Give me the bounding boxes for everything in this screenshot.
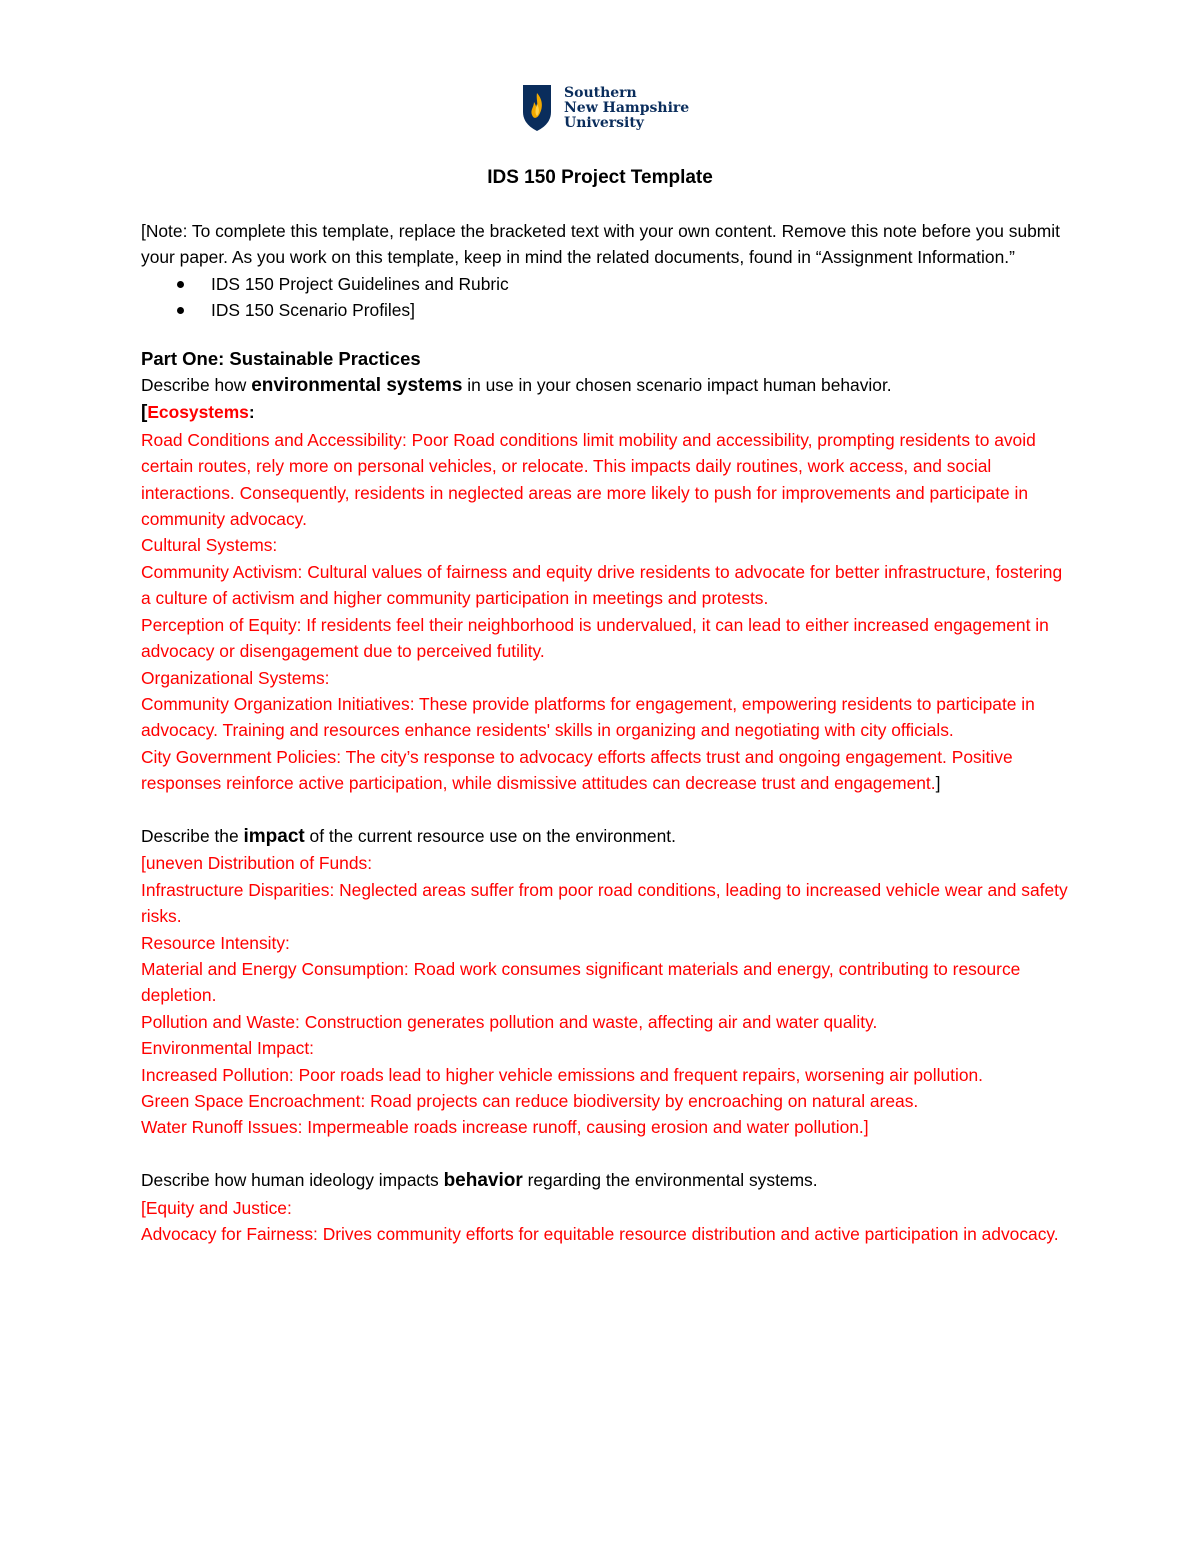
answer-line: Pollution and Waste: Construction generates pollution and waste, affecting air and water quality. [141,1011,878,1032]
note-bullet: IDS 150 Project Guidelines and Rubric [141,271,1071,297]
logo-line-1: Southern [564,84,637,101]
answer-text: City Government Policies: The city’s response to advocacy efforts affects trust and ongoing engagement. Positive responses reinforce active participation, while dismissive attitudes can decrease trust and engagement. [141,746,1013,794]
question-text: regarding the environmental systems. [522,1170,818,1191]
page-title: IDS 150 Project Template [487,167,713,188]
question-emphasis: behavior [443,1170,523,1192]
shield-flame-icon [522,84,552,132]
answer-line: Perception of Equity: If residents feel their neighborhood is undervalued, it can lead to either increased engagement in advocacy or disengagement due to perceived futility. [141,614,1049,662]
answer-line: Road Conditions and Accessibility: Poor Road conditions limit mobility and accessibility, prompting residents to avoid certain routes, rely more on personal vehicles, or relocate. This impacts daily routines, work access, and social interactions. Consequently, residents in neglected areas are more likely to push for improvements and participate in community advocacy. [141,429,1036,530]
university-logo [522,84,689,132]
bracket: ] [935,773,941,794]
answer-line: Water Runoff Issues: Impermeable roads increase runoff, causing erosion and water pollution.] [141,1117,869,1138]
answer-line: Community Organization Initiatives: These provide platforms for engagement, empowering residents to participate in advocacy. Training and resources enhance residents' skills in organizing and negotiating with city officials. [141,693,1035,741]
answer-line: Cultural Systems: [141,535,278,556]
document-body [141,218,1071,1247]
answer-line: Resource Intensity: [141,932,290,953]
question-2 [141,823,1071,850]
ecosystems-label: Ecosystems [147,402,249,423]
answer-line: Environmental Impact: [141,1038,315,1059]
logo-line-2: New Hampshire [564,99,690,116]
note-bullet-list [141,271,1071,324]
answer-line: [uneven Distribution of Funds: [141,853,373,874]
answer-line: [Equity and Justice: [141,1197,292,1218]
logo-line-3: University [564,114,644,131]
question-text: of the current resource use on the environment. [304,825,676,846]
spacer [141,1141,1071,1167]
answer-line [141,744,1071,797]
question-emphasis: environmental systems [251,375,463,397]
label-colon: : [248,402,255,423]
answer-line: Community Activism: Cultural values of fairness and equity drive residents to advocate for better infrastructure, fostering a culture of activism and higher community participation in meetings and protests. [141,561,1063,609]
question-text: Describe the [141,825,244,846]
answer-line: Material and Energy Consumption: Road work consumes significant materials and energy, contributing to resource depletion. [141,958,1021,1006]
answer-line: Increased Pollution: Poor roads lead to higher vehicle emissions and frequent repairs, worsening air pollution. [141,1064,983,1085]
question-emphasis: impact [243,825,305,847]
logo-wordmark [564,86,689,131]
question-3 [141,1167,1071,1194]
section-heading: Part One: Sustainable Practices [141,347,421,369]
answer-line: Organizational Systems: [141,667,330,688]
bracket: [ [141,402,148,424]
answer-line: Infrastructure Disparities: Neglected areas suffer from poor road conditions, leading to increased vehicle wear and safety risks. [141,879,1068,927]
question-text: Describe how [141,375,252,396]
answer-label [141,399,1071,426]
template-note: [Note: To complete this template, replace the bracketed text with your own content. Remove this note before you submit your paper. As you work on this template, keep in mind the related documents, found in “Assignment Information.” [141,221,1060,268]
answer-line: Advocacy for Fairness: Drives community efforts for equitable resource distribution and active participation in advocacy. [141,1224,1059,1244]
question-1 [141,372,1071,399]
question-text: in use in your chosen scenario impact human behavior. [462,375,892,396]
spacer [141,797,1071,823]
question-text: Describe how human ideology impacts [141,1170,444,1191]
answer-line: Green Space Encroachment: Road projects can reduce biodiversity by encroaching on natural areas. [141,1090,919,1111]
note-bullet: IDS 150 Scenario Profiles] [141,297,1071,323]
